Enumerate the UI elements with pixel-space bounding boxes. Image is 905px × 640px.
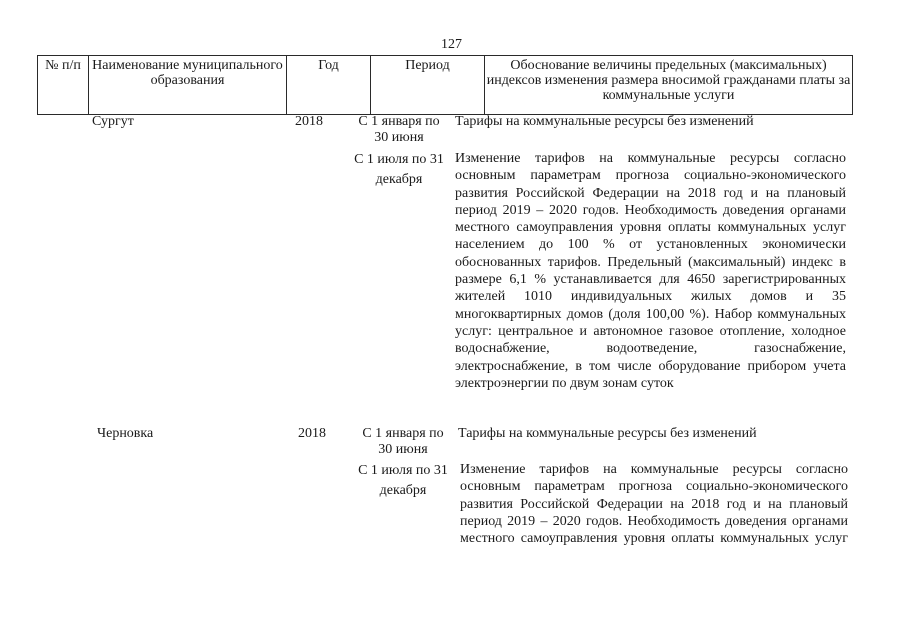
year-value: 2018	[298, 426, 326, 441]
justification-unchanged: Тарифы на коммунальные ресурсы без изменений	[455, 114, 754, 129]
header-municipality: Наименование муниципального образования	[89, 56, 287, 114]
table-header	[37, 55, 853, 115]
municipality-name: Черновка	[97, 426, 154, 441]
header-period: Период	[371, 56, 485, 114]
period-first-half: С 1 января по 30 июня	[362, 426, 444, 457]
header-justification: Обоснование величины предельных (максимальных) индексов изменения размера вносимой гражданами платы за коммунальные услуги	[486, 58, 851, 103]
page-number: 127	[441, 37, 462, 52]
header-number: № п/п	[38, 56, 89, 114]
year-value: 2018	[295, 114, 323, 129]
justification-text: Изменение тарифов на коммунальные ресурсы согласно основным параметрам прогноза социально-экономического развития Российской Федерации на 2018 год и на плановый период 2019 – 2020 годов. Необходимость доведения органами местного самоуправления уровня оплаты коммунальных услуг населением до 100 % от установленных экономически обоснованных тарифов. Предельный (максимальный) индекс в размере 6,1 % устанавливается для 4650 зарегистрированных жителей 1010 индивидуальных жилых домов и 35 многоквартирных домов (доля 100,00 %). Набор коммунальных услуг: центральное и автономное газовое отопление, холодное водоснабжение, водоотведение, газоснабжение, электроснабжение, в том числе оборудование прибором учета электроэнергии по двум зонам суток	[455, 151, 846, 391]
period-second-half: С 1 июля по 31 декабря	[358, 463, 448, 498]
period-second-half: С 1 июля по 31 декабря	[354, 152, 444, 187]
justification-unchanged: Тарифы на коммунальные ресурсы без изменений	[458, 426, 757, 441]
period-first-half: С 1 января по 30 июня	[358, 114, 440, 145]
header-year: Год	[287, 56, 371, 114]
justification-text: Изменение тарифов на коммунальные ресурсы согласно основным параметрам прогноза социально-экономического развития Российской Федерации на 2018 год и на плановый период 2019 – 2020 годов. Необходимость доведения органами местного самоуправления уровня оплаты коммунальных услуг	[460, 462, 848, 547]
municipality-name: Сургут	[92, 114, 134, 129]
